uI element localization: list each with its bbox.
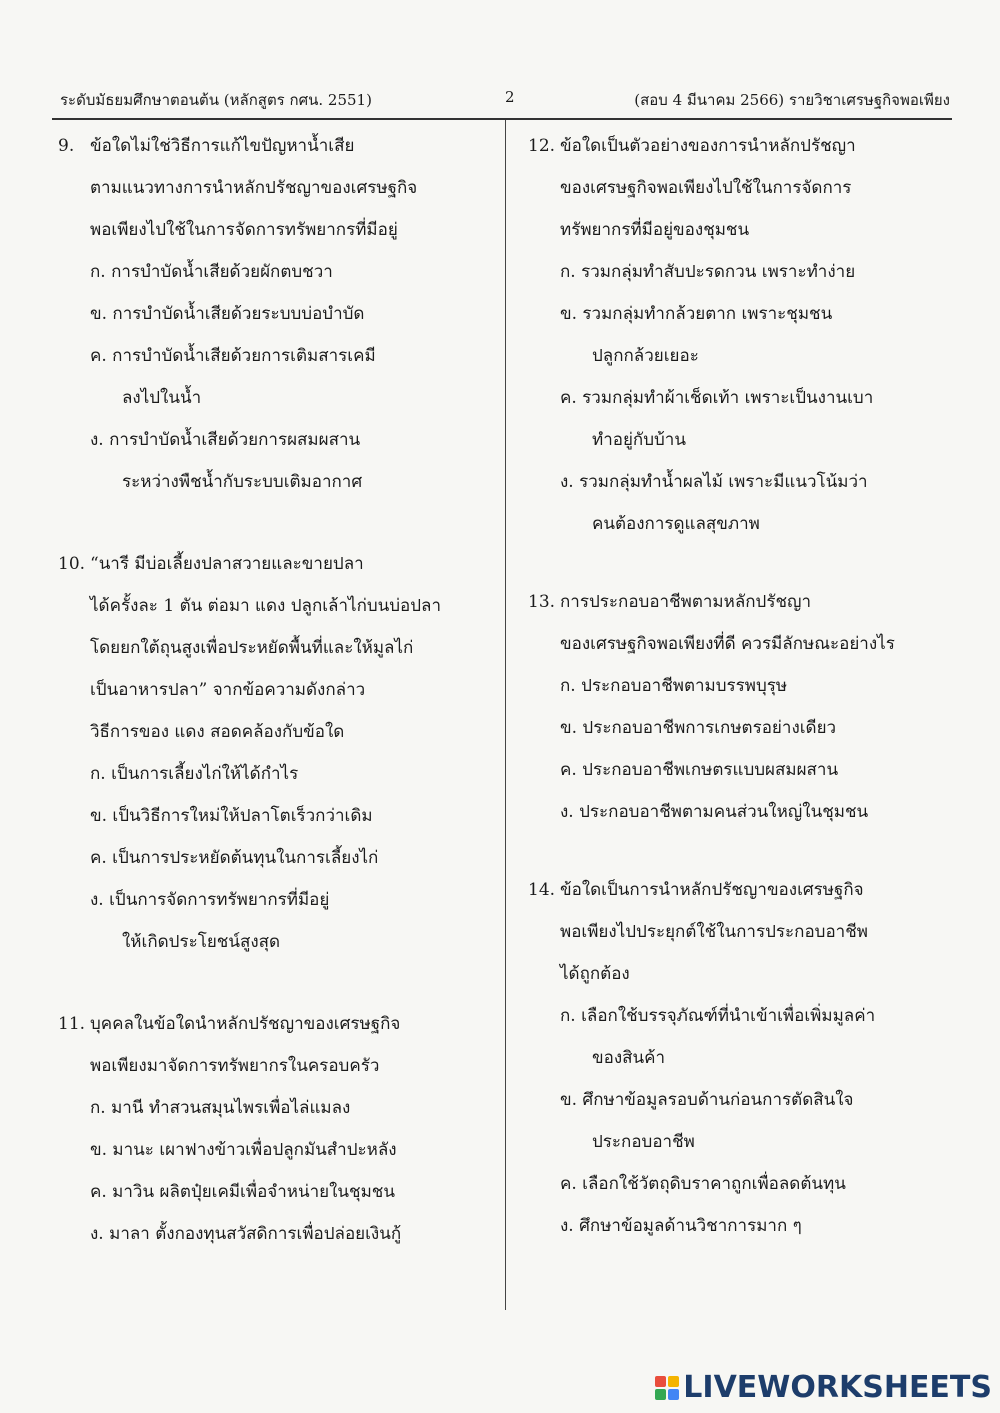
question-text-line: โดยยกใต้ถุนสูงเพื่อประหยัดพื้นที่และให้มูลไก่ [90, 638, 414, 658]
question-text-line: ได้ครั้งละ 1 ตัน ต่อมา แดง ปลูกเล้าไก่บนบ่อปลา [90, 596, 442, 616]
question-text-line: วิธีการของ แดง สอดคล้องกับข้อใด [90, 722, 345, 742]
answer-choice-text: ค. รวมกลุ่มทำผ้าเช็ดเท้า เพราะเป็นงานเบา [560, 388, 874, 408]
question-number: 13. [528, 592, 556, 612]
question-9 [58, 125, 498, 503]
answer-choice-text: ง. รวมกลุ่มทำน้ำผลไม้ เพราะมีแนวโน้มว่า [560, 472, 868, 492]
question-text-line: ของเศรษฐกิจพอเพียงไปใช้ในการจัดการ [560, 178, 852, 198]
answer-choice-text: ปลูกกล้วยเยอะ [592, 346, 699, 366]
answer-choice-text: ระหว่างพืชน้ำกับระบบเติมอากาศ [122, 472, 363, 492]
header-level: ระดับมัธยมศึกษาตอนต้น (หลักสูตร กศน. 2551) [60, 91, 372, 109]
question-number: 10. [58, 554, 86, 574]
answer-choice-text: ค. เป็นการประหยัดต้นทุนในการเลี้ยงไก่ [90, 848, 379, 868]
answer-choice-text: ค. การบำบัดน้ำเสียด้วยการเติมสารเคมี [90, 346, 376, 366]
answer-choice[interactable] [58, 1129, 498, 1171]
logo-text: LIVEWORKSHEETS [683, 1370, 992, 1405]
question-text-line: 11. บุคคลในข้อใดนำหลักปรัชญาของเศรษฐกิจ [58, 1003, 498, 1045]
answer-choice[interactable] [528, 707, 968, 749]
answer-choice[interactable] [528, 1205, 968, 1247]
answer-choice-text: ข. การบำบัดน้ำเสียด้วยระบบบ่อบำบัด [90, 304, 365, 324]
answer-choice-text: ค. เลือกใช้วัตถุดิบราคาถูกเพื่อลดต้นทุน [560, 1174, 846, 1194]
question-10 [58, 543, 498, 963]
answer-choice[interactable] [58, 419, 498, 503]
answer-choice[interactable] [528, 251, 968, 293]
answer-choice-text: ก. เป็นการเลี้ยงไก่ให้ได้กำไร [90, 764, 299, 784]
question-text-line: พอเพียงไปใช้ในการจัดการทรัพยากรที่มีอยู่ [90, 220, 398, 240]
answer-choice[interactable] [528, 665, 968, 707]
question-text-line: 9. ข้อใดไม่ใช่วิธีการแก้ไขปัญหาน้ำเสีย [58, 125, 498, 167]
answer-choice[interactable] [528, 293, 968, 377]
question-text-line: ได้ถูกต้อง [560, 964, 630, 984]
answer-choice-text: ลงไปในน้ำ [122, 388, 202, 408]
answer-choice-text: ข. มานะ เผาฟางข้าวเพื่อปลูกมันสำปะหลัง [90, 1140, 397, 1160]
answer-choice[interactable] [528, 791, 968, 833]
question-text-line: 14. ข้อใดเป็นการนำหลักปรัชญาของเศรษฐกิจ [528, 869, 968, 911]
answer-choice-text: ให้เกิดประโยชน์สูงสุด [122, 932, 281, 952]
question-text-line: พอเพียงมาจัดการทรัพยากรในครอบครัว [90, 1056, 380, 1076]
answer-choice-text: คนต้องการดูแลสุขภาพ [592, 514, 760, 534]
question-number: 11. [58, 1014, 86, 1034]
answer-choice-text: ง. มาลา ตั้งกองทุนสวัสดิการเพื่อปล่อยเงินกู้ [90, 1224, 402, 1244]
question-14 [528, 869, 968, 1247]
answer-choice[interactable] [528, 377, 968, 461]
answer-choice-text: ก. เลือกใช้บรรจุภัณฑ์ที่นำเข้าเพื่อเพิ่มมูลค่า [560, 1006, 876, 1026]
answer-choice[interactable] [58, 293, 498, 335]
question-number: 12. [528, 136, 556, 156]
question-number: 14. [528, 880, 556, 900]
answer-choice-text: ง. ศึกษาข้อมูลด้านวิชาการมาก ๆ [560, 1216, 802, 1236]
column-divider [505, 120, 506, 1310]
liveworksheets-logo [655, 1370, 992, 1405]
answer-choice-text: ข. รวมกลุ่มทำกล้วยตาก เพราะชุมชน [560, 304, 833, 324]
question-11-stem [58, 1003, 498, 1087]
question-text-line: พอเพียงไปประยุกต์ใช้ในการประกอบอาชีพ [560, 922, 868, 942]
answer-choice-text: ก. รวมกลุ่มทำสับปะรดกวน เพราะทำง่าย [560, 262, 856, 282]
answer-choice-text: ทำอยู่กับบ้าน [592, 430, 686, 450]
answer-choice-text: ของสินค้า [592, 1048, 666, 1068]
question-14-stem [528, 869, 968, 995]
logo-square [655, 1389, 666, 1400]
question-text-line: 13. การประกอบอาชีพตามหลักปรัชญา [528, 581, 968, 623]
question-text-line: เป็นอาหารปลา” จากข้อความดังกล่าว [90, 680, 366, 700]
answer-choice-text: ก. ประกอบอาชีพตามบรรพบุรุษ [560, 676, 788, 696]
question-12 [528, 125, 968, 545]
answer-choice[interactable] [58, 1171, 498, 1213]
answer-choice-text: ก. มานี ทำสวนสมุนไพรเพื่อไล่แมลง [90, 1098, 351, 1118]
question-text-line: ของเศรษฐกิจพอเพียงที่ดี ควรมีลักษณะอย่างไร [560, 634, 895, 654]
answer-choice[interactable] [58, 837, 498, 879]
answer-choice[interactable] [528, 1079, 968, 1163]
header-subject: (สอบ 4 มีนาคม 2566) รายวิชาเศรษฐกิจพอเพียง [634, 91, 950, 109]
answer-choice-text: ก. การบำบัดน้ำเสียด้วยผักตบชวา [90, 262, 333, 282]
answer-choice-text: ค. มาวิน ผลิตปุ๋ยเคมีเพื่อจำหน่ายในชุมชน [90, 1182, 395, 1202]
page-number: 2 [505, 88, 515, 106]
answer-choice[interactable] [58, 879, 498, 963]
answer-choice[interactable] [58, 795, 498, 837]
answer-choice-text: ข. เป็นวิธีการใหม่ให้ปลาโตเร็วกว่าเดิม [90, 806, 373, 826]
answer-choice-text: ข. ประกอบอาชีพการเกษตรอย่างเดียว [560, 718, 837, 738]
answer-choice[interactable] [528, 995, 968, 1079]
question-12-stem [528, 125, 968, 251]
question-11 [58, 1003, 498, 1255]
answer-choice[interactable] [58, 335, 498, 419]
answer-choice-text: ง. เป็นการจัดการทรัพยากรที่มีอยู่ [90, 890, 330, 910]
logo-square [668, 1389, 679, 1400]
question-10-stem [58, 543, 498, 753]
logo-icon [655, 1376, 679, 1400]
question-13-stem [528, 581, 968, 665]
answer-choice-text: ค. ประกอบอาชีพเกษตรแบบผสมผสาน [560, 760, 839, 780]
logo-square [668, 1376, 679, 1387]
answer-choice[interactable] [58, 753, 498, 795]
left-column [58, 125, 498, 1255]
answer-choice[interactable] [58, 251, 498, 293]
answer-choice-text: ง. การบำบัดน้ำเสียด้วยการผสมผสาน [90, 430, 361, 450]
answer-choice[interactable] [528, 1163, 968, 1205]
header-rule [52, 118, 952, 120]
answer-choice[interactable] [528, 461, 968, 545]
question-text-line: ตามแนวทางการนำหลักปรัชญาของเศรษฐกิจ [90, 178, 418, 198]
answer-choice-text: ประกอบอาชีพ [592, 1132, 695, 1152]
right-column [528, 125, 968, 1247]
question-text-line: 10. “นารี มีบ่อเลี้ยงปลาสวายและขายปลา [58, 543, 498, 585]
answer-choice[interactable] [58, 1087, 498, 1129]
answer-choice[interactable] [528, 749, 968, 791]
answer-choice-text: ง. ประกอบอาชีพตามคนส่วนใหญ่ในชุมชน [560, 802, 869, 822]
answer-choice[interactable] [58, 1213, 498, 1255]
page-header [60, 88, 950, 114]
question-13 [528, 581, 968, 833]
answer-choice-text: ข. ศึกษาข้อมูลรอบด้านก่อนการตัดสินใจ [560, 1090, 854, 1110]
question-9-stem [58, 125, 498, 251]
question-text-line: 12. ข้อใดเป็นตัวอย่างของการนำหลักปรัชญา [528, 125, 968, 167]
logo-square [655, 1376, 666, 1387]
question-text-line: ทรัพยากรที่มีอยู่ของชุมชน [560, 220, 750, 240]
question-number: 9. [58, 136, 75, 156]
